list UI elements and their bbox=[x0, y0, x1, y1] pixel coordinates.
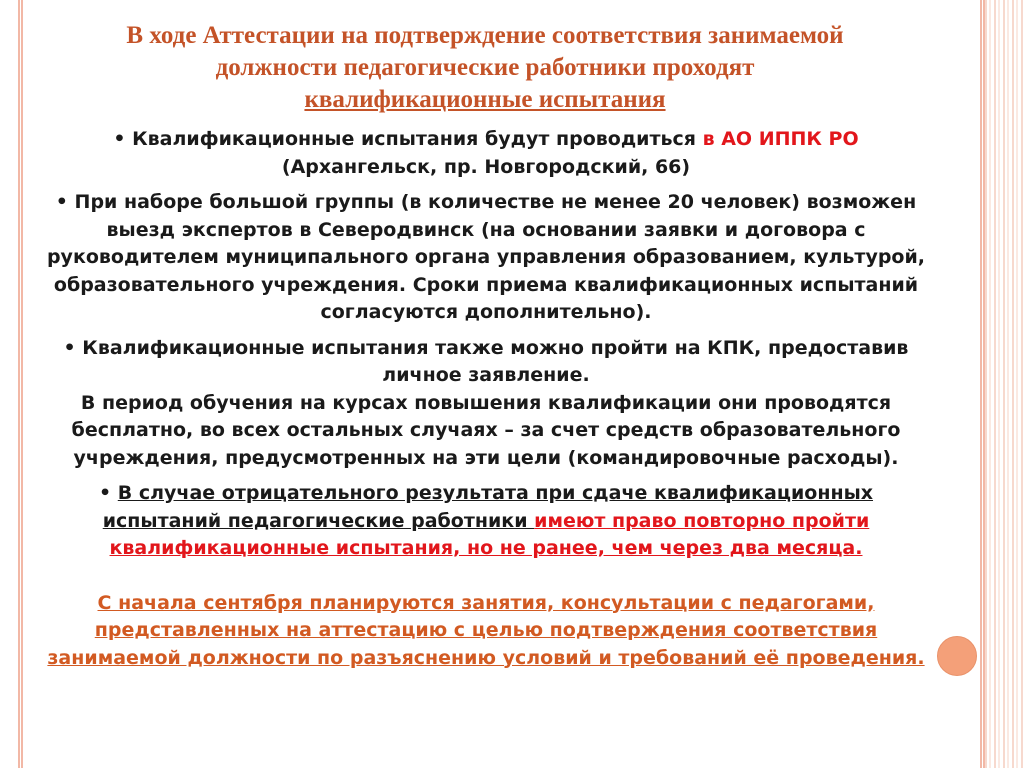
bullet-group-visit: • При наборе большой группы (в количестве не менее 20 человек) возможен выезд экспертов в Северодвинск (на основании заявки и договора с руководителем муниципального органа управления образованием, культурой, образовательного учреждения. Сроки приема квалификационных испытаний согласуются дополнительно). bbox=[46, 191, 926, 323]
bullet-kpk bbox=[38, 335, 934, 473]
bullet-retake bbox=[38, 480, 934, 563]
title-line-3: квалификационные испытания bbox=[304, 86, 666, 113]
bullet-retake-highlight: имеют право повторно пройти квалификационные испытания, но не ранее, чем через два месяца. bbox=[109, 509, 870, 559]
decorative-circle-icon bbox=[937, 636, 977, 676]
bullet-retake-prefix: • bbox=[98, 482, 118, 504]
bullet-venue-text: • Квалификационные испытания будут проводиться bbox=[113, 128, 703, 150]
bullet-venue-address: (Архангельск, пр. Новгородский, 66) bbox=[281, 155, 691, 178]
bullet-venue-highlight: в АО ИППК РО bbox=[702, 128, 859, 150]
note-consultations: С начала сентября планируются занятия, консультации с педагогами, представленных на аттестацию с целью подтверждения соответствия занимаемой должности по разъяснению условий и требований её проведения. bbox=[47, 591, 925, 669]
slide-title bbox=[40, 20, 930, 116]
bullet-retake-underlined: В случае отрицательного результата при сдаче квалификационных испытаний педагогические работники bbox=[102, 482, 874, 532]
slide-content bbox=[38, 126, 934, 672]
title-line-1: В ходе Аттестации на подтверждение соответствия занимаемой bbox=[126, 22, 844, 49]
title-line-2: должности педагогические работники проходят bbox=[215, 54, 755, 81]
bullet-kpk-text: • Квалификационные испытания также можно пройти на КПК, предоставив личное заявление. bbox=[63, 336, 909, 386]
decorative-stripe-band bbox=[985, 0, 1024, 768]
bullet-venue bbox=[38, 126, 934, 181]
bullet-kpk-text-2: В период обучения на курсах повышения квалификации они проводятся бесплатно, во всех остальных случаях – за счет средств образовательного учреждения, предусмотренных на эти цели (командировочные расходы). bbox=[71, 391, 901, 469]
